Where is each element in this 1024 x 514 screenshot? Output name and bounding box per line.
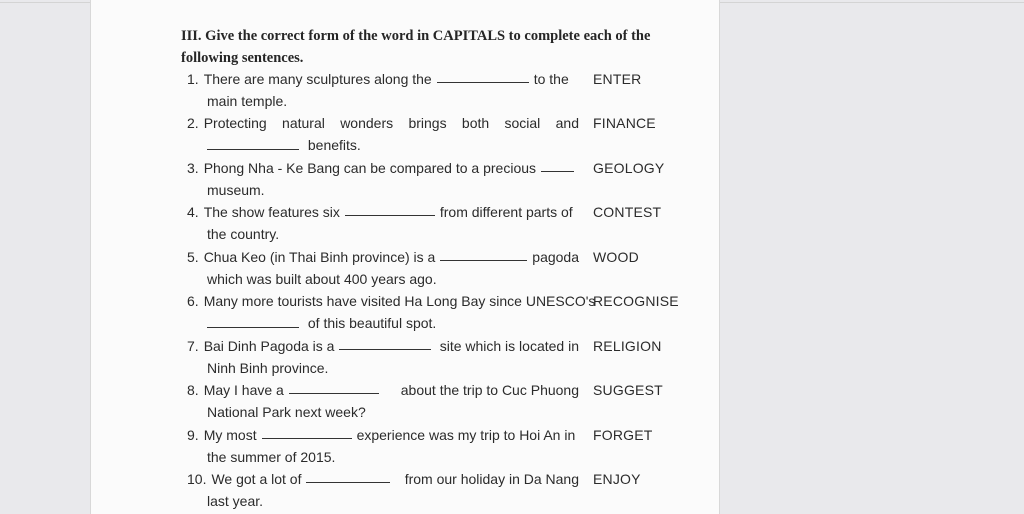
question-text: Protecting natural wonders brings both social and [203,115,579,131]
question-number: 5. [187,249,199,265]
question-number: 4. [187,204,199,220]
keyword: RELIGION [593,338,662,354]
question-continuation: main temple. [207,93,288,109]
question-3-line1 [187,157,579,179]
question-text: There are many sculptures along the [203,71,432,87]
answer-blank[interactable] [339,335,431,350]
question-5 [91,246,719,290]
question-text: May I have a [203,382,284,398]
keyword: RECOGNISE [593,293,679,309]
question-continuation: the summer of 2015. [207,449,336,465]
keyword: FINANCE [593,115,656,131]
answer-blank[interactable] [262,424,352,439]
question-number: 10. [187,471,207,487]
question-number: 2. [187,115,199,131]
keyword: ENJOY [593,471,641,487]
answer-blank[interactable] [289,379,379,394]
question-3 [91,157,719,201]
question-continuation: National Park next week? [207,404,366,420]
question-5-line1 [187,246,579,268]
question-text: pagoda [532,249,579,265]
question-6 [91,290,719,334]
question-4 [91,201,719,245]
answer-blank[interactable] [207,135,299,150]
answer-blank[interactable] [541,157,574,172]
answer-blank[interactable] [306,468,390,483]
question-number: 7. [187,338,199,354]
question-text: from different parts of [439,204,573,220]
answer-blank[interactable] [345,201,435,216]
question-7 [91,335,719,379]
answer-blank[interactable] [437,68,529,83]
keyword: FORGET [593,427,653,443]
question-continuation: last year. [207,493,264,509]
question-text: to the [533,71,569,87]
question-number: 8. [187,382,199,398]
question-text: Chua Keo (in Thai Binh province) is a [203,249,436,265]
keyword: CONTEST [593,204,662,220]
question-text: experience was my trip to Hoi An in [356,427,576,443]
question-text: benefits. [307,137,361,153]
document-page [90,0,720,514]
question-8-line1 [187,379,579,401]
question-continuation: museum. [207,182,265,198]
question-10-line1 [187,468,579,490]
answer-blank[interactable] [207,313,299,328]
question-text: from our holiday in Da Nang [404,471,579,487]
question-2-line1 [187,112,579,134]
question-9-line1 [187,424,579,446]
question-text: Many more tourists have visited Ha Long Bay since UNESCO's [203,293,596,309]
question-4-line1 [187,201,579,223]
exercise-heading: III. Give the correct form of the word in CAPITALS to complete each of the following sentences. [181,28,651,66]
question-text: of this beautiful spot. [307,315,437,331]
question-text: We got a lot of [211,471,302,487]
question-text: Phong Nha - Ke Bang can be compared to a precious [203,160,537,176]
question-1 [91,68,719,112]
question-10 [91,468,719,512]
question-8 [91,379,719,423]
question-text: The show features six [203,204,340,220]
question-continuation: the country. [207,226,280,242]
question-text: Bai Dinh Pagoda is a [203,338,335,354]
question-2 [91,112,719,156]
question-6-line1 [187,290,596,312]
question-7-line1 [187,335,579,357]
keyword: WOOD [593,249,639,265]
question-continuation [207,134,361,156]
question-number: 6. [187,293,199,309]
question-continuation: which was built about 400 years ago. [207,271,437,287]
answer-blank[interactable] [440,246,527,261]
question-1-line1 [187,68,579,90]
question-text: My most [203,427,257,443]
question-continuation [207,312,436,334]
question-number: 1. [187,71,199,87]
keyword: ENTER [593,71,642,87]
question-continuation: Ninh Binh province. [207,360,329,376]
question-number: 3. [187,160,199,176]
question-text: about the trip to Cuc Phuong [400,382,579,398]
question-9 [91,424,719,468]
keyword: GEOLOGY [593,160,665,176]
keyword: SUGGEST [593,382,663,398]
question-text: site which is located in [439,338,579,354]
question-number: 9. [187,427,199,443]
